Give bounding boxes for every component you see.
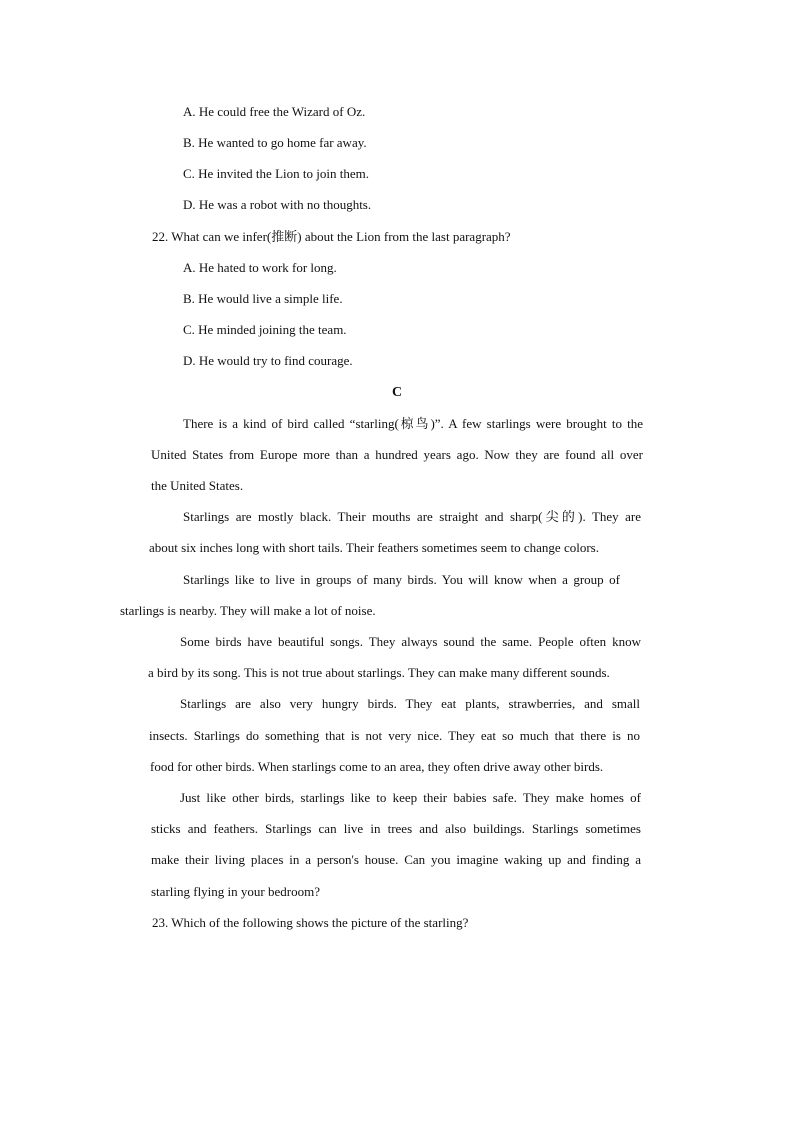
- passage-line: Starlings like to live in groups of many birds. You will know when a group of: [183, 572, 620, 587]
- q21-option-a: A. He could free the Wizard of Oz.: [183, 104, 366, 119]
- passage-line: Just like other birds, starlings like to keep their babies safe. They make homes of: [180, 790, 641, 805]
- q22-option-c: C. He minded joining the team.: [183, 322, 347, 337]
- passage-line: insects. Starlings do something that is not very nice. They eat so much that there is no: [149, 728, 640, 743]
- passage-line: starlings is nearby. They will make a lot of noise.: [120, 603, 376, 618]
- q22-option-b: B. He would live a simple life.: [183, 291, 343, 306]
- passage-line: Starlings are also very hungry birds. They eat plants, strawberries, and small: [180, 696, 640, 711]
- q22-option-d: D. He would try to find courage.: [183, 353, 353, 368]
- q22-option-a: A. He hated to work for long.: [183, 260, 337, 275]
- passage-line: starling flying in your bedroom?: [151, 884, 320, 899]
- section-title-c: C: [391, 385, 403, 400]
- passage-line: United States from Europe more than a hundred years ago. Now they are found all over: [151, 447, 643, 462]
- passage-line: about six inches long with short tails. Their feathers sometimes seem to change colors.: [149, 540, 599, 555]
- passage-line: Some birds have beautiful songs. They always sound the same. People often know: [180, 634, 641, 649]
- passage-line: food for other birds. When starlings come to an area, they often drive away other birds.: [150, 759, 604, 774]
- passage-line: Starlings are mostly black. Their mouths are straight and sharp(尖的). They are: [183, 509, 641, 524]
- passage-line: There is a kind of bird called “starling(椋鸟)”. A few starlings were brought to the: [183, 416, 643, 431]
- passage-line: make their living places in a person's house. Can you imagine waking up and finding a: [151, 852, 641, 867]
- passage-line: a bird by its song. This is not true about starlings. They can make many different sounds.: [148, 665, 610, 680]
- q22-stem: 22. What can we infer(推断) about the Lion from the last paragraph?: [152, 229, 511, 244]
- q23-stem: 23. Which of the following shows the picture of the starling?: [152, 915, 469, 930]
- passage-line: the United States.: [151, 478, 244, 493]
- passage-line: sticks and feathers. Starlings can live in trees and also buildings. Starlings sometimes: [151, 821, 641, 836]
- q21-option-d: D. He was a robot with no thoughts.: [183, 197, 372, 212]
- q21-option-b: B. He wanted to go home far away.: [183, 135, 367, 150]
- q21-option-c: C. He invited the Lion to join them.: [183, 166, 369, 181]
